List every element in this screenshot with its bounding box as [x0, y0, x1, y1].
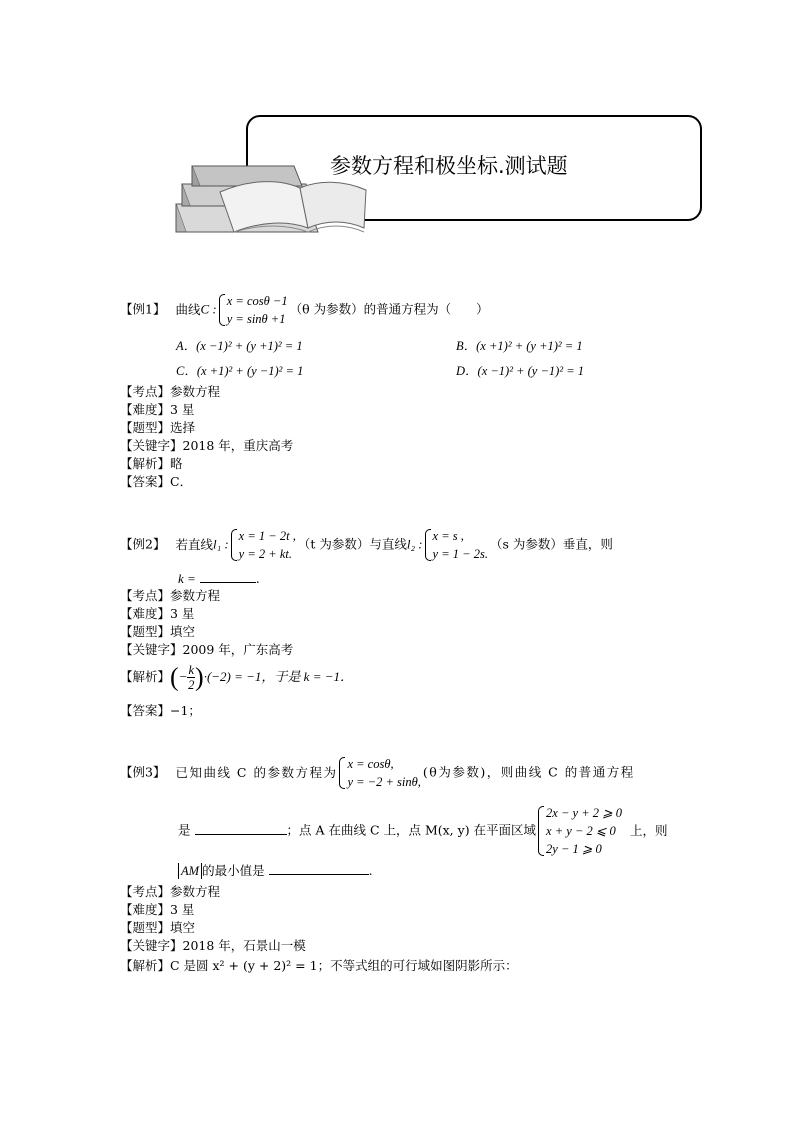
answer-blank[interactable]: [200, 570, 256, 583]
example-3-line-3: [178, 862, 373, 880]
example-1-question: [120, 292, 489, 328]
jiexi-rest: ·(−2) = −1，于是 k = −1．: [203, 669, 353, 684]
param-system: [219, 292, 288, 328]
example-3-line-2: [178, 804, 668, 858]
fraction-numerator: k: [188, 663, 195, 677]
inequality-2: x + y − 2 ⩽ 0: [546, 824, 616, 838]
example-1-label: 【例1】: [120, 301, 166, 317]
ex2-nandu: 【难度】3 星: [120, 606, 195, 621]
jiexi-label: 【解析】: [120, 669, 171, 684]
ex2-tixing: 【题型】填空: [120, 624, 196, 639]
ex1-daan: 【答案】C．: [120, 474, 193, 489]
curve-name: C: [200, 301, 210, 317]
ex3-nandu: 【难度】3 星: [120, 902, 195, 917]
ex3-tixing: 【题型】填空: [120, 920, 196, 935]
ex2-daan: 【答案】−1；: [120, 703, 201, 718]
curve-eq-x: x = cosθ,: [347, 757, 394, 771]
line-l2: l₂ :: [406, 536, 423, 552]
option-d: D．(x −1)² + (y −1)² = 1: [456, 364, 585, 378]
l1-eq-x: x = 1 − 2t ,: [238, 529, 296, 543]
example-1-pre: 曲线: [175, 301, 201, 317]
ex3-kaodian: 【考点】参数方程: [120, 884, 221, 899]
ex1-jiexi: 【解析】略: [120, 456, 183, 471]
example-2-mid: （t 为参数）与直线: [297, 536, 407, 552]
minus-sign: −: [178, 669, 188, 684]
example-2-post: （s 为参数）垂直，则: [489, 536, 613, 552]
ex2-guanjianzi: 【关键字】2009 年，广东高考: [120, 642, 294, 657]
l2-eq-x: x = s ,: [432, 529, 464, 543]
line3-post: 的最小值是: [202, 863, 265, 878]
example-3-post: (θ为参数)，则曲线 C 的普通方程: [422, 764, 635, 780]
example-2-question: [120, 527, 613, 563]
curve-eq-y: y = −2 + sinθ,: [347, 775, 421, 789]
example-2-answer-line: [178, 570, 260, 588]
line2-post: 上，则: [630, 822, 668, 838]
line2-pre: 是: [178, 822, 191, 838]
ex1-tixing: 【题型】选择: [120, 420, 196, 435]
curve-system: [339, 755, 420, 791]
l1-eq-y: y = 2 + kt.: [238, 547, 292, 561]
param-eq-x: x = cosθ −1: [226, 294, 288, 308]
line2-mid: ；点 A 在曲线 C 上，点 M(x, y) 在平面区域: [286, 822, 537, 838]
period-3: .: [368, 863, 373, 878]
ex1-kaodian: 【考点】参数方程: [120, 384, 221, 399]
option-c: C．(x +1)² + (y −1)² = 1: [176, 364, 304, 378]
example-1-post: （θ 为参数）的普通方程为（ ）: [289, 301, 489, 317]
paren-right: ): [195, 662, 204, 692]
am-abs: AM: [178, 863, 202, 879]
l1-system: [231, 527, 296, 563]
ex3-jiexi: 【解析】C 是圆 x² + (y + 2)² = 1；不等式组的可行域如图阴影所示：: [120, 958, 518, 973]
example-3-question: [120, 755, 635, 791]
period: .: [255, 571, 260, 586]
colon: :: [209, 301, 217, 317]
paren-left: (: [170, 662, 179, 692]
k-equals: k =: [178, 571, 196, 586]
ex2-jiexi: [120, 663, 353, 692]
ex3-guanjianzi: 【关键字】2018 年，石景山一模: [120, 938, 306, 953]
example-3-pre: 已知曲线 C 的参数方程为: [175, 764, 338, 780]
inequality-1: 2x − y + 2 ⩾ 0: [546, 806, 622, 820]
example-3-label: 【例3】: [120, 764, 166, 780]
l2-eq-y: y = 1 − 2s.: [432, 547, 488, 561]
option-a: A．(x −1)² + (y +1)² = 1: [176, 339, 303, 353]
param-eq-y: y = sinθ +1: [226, 312, 286, 326]
line-l1: l₁ :: [212, 536, 229, 552]
inequality-3: 2y − 1 ⩾ 0: [546, 842, 602, 856]
ex1-guanjianzi: 【关键字】2018 年，重庆高考: [120, 438, 294, 453]
page-title: 参数方程和极坐标.测试题: [330, 154, 568, 178]
example-2-label: 【例2】: [120, 536, 166, 552]
example-2-pre: 若直线: [175, 536, 213, 552]
l2-system: [425, 527, 488, 563]
ex2-kaodian: 【考点】参数方程: [120, 588, 221, 603]
option-b: B．(x +1)² + (y +1)² = 1: [456, 339, 583, 353]
fraction-k-over-2: [187, 663, 195, 692]
inequality-system: [538, 804, 622, 858]
ex1-nandu: 【难度】3 星: [120, 402, 195, 417]
fraction-denominator: 2: [188, 678, 195, 692]
equation-blank[interactable]: [195, 822, 287, 835]
min-value-blank[interactable]: [269, 862, 369, 875]
